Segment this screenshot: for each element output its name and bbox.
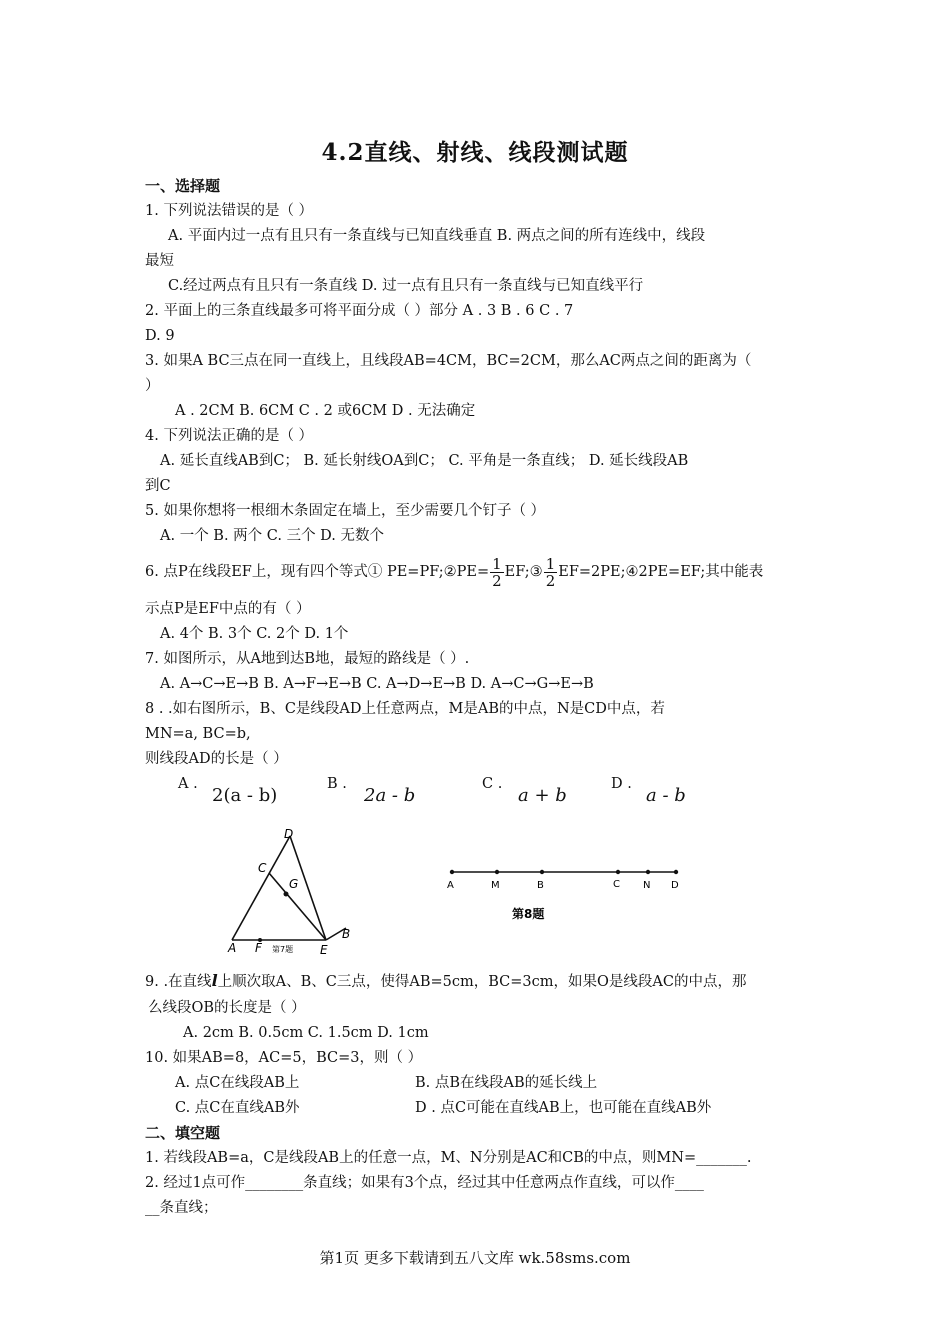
fig7-label-a: A xyxy=(228,941,237,955)
point-d xyxy=(674,870,678,874)
q6-options: A. 4个 B. 3个 C. 2个 D. 1个 xyxy=(160,626,349,642)
fig7-caption: 第7题 xyxy=(272,945,294,954)
fig8-label-m: M xyxy=(491,880,500,891)
q6-stem xyxy=(145,555,763,589)
q5-options: A. 一个 B. 两个 C. 三个 D. 无数个 xyxy=(160,528,385,544)
q1-stem: 1. 下列说法错误的是（ ） xyxy=(145,203,314,219)
q1-option-line-c: C.经过两点有且只有一条直线 D. 过一点有且只有一条直线与已知直线平行 xyxy=(168,278,644,294)
fraction-denominator: 2 xyxy=(545,571,556,590)
q10-option-b: B. 点B在线段AB的延长线上 xyxy=(415,1075,598,1091)
fraction-numerator: 1 xyxy=(545,554,556,573)
q4-stem: 4. 下列说法正确的是（ ） xyxy=(145,428,314,444)
q8-option-d-label: D . xyxy=(611,776,632,792)
fill-question-2: 2. 经过1点可作________条直线；如果有3个点，经过其中任意两点作直线，可以作____ xyxy=(145,1175,704,1191)
q8-option-b-expr: 2a - b xyxy=(364,785,416,806)
q10-option-a: A. 点C在线段AB上 xyxy=(175,1075,300,1091)
q2-option-d: D. 9 xyxy=(145,328,175,344)
figure-7-triangle xyxy=(222,826,362,956)
q3-stem-cont: ） xyxy=(145,378,160,394)
q1-option-line-a: A. 平面内过一点有且只有一条直线与已知直线垂直 B. 两点之间的所有连线中，线段 xyxy=(168,228,706,244)
line-symbol-l: l xyxy=(211,971,218,990)
q8-stem-cont: MN=a, BC=b, xyxy=(145,726,251,742)
fig7-label-c: C xyxy=(258,861,267,875)
q1-option-line-a2: 最短 xyxy=(145,253,174,269)
q8-option-b-label: B . xyxy=(327,776,347,792)
fig7-label-d: D xyxy=(284,827,294,841)
q8-stem: 8 . .如右图所示，B、C是线段AD上任意两点，M是AB的中点，N是CD中点，若 xyxy=(145,701,665,717)
fig8-caption: 第8题 xyxy=(512,907,545,921)
point-b xyxy=(540,870,544,874)
q9-stem-part1: 9. .在直线 xyxy=(145,974,212,990)
q4-options-cont: 到C xyxy=(145,478,171,494)
q3-stem: 3. 如果A BC三点在同一直线上，且线段AB=4CM，BC=2CM，那么AC两点之间的距离为（ xyxy=(145,353,752,369)
q6-stem-part3: EF=2PE;④2PE=EF;其中能表 xyxy=(558,564,764,580)
q5-stem: 5. 如果你想将一根细木条固定在墙上，至少需要几个钉子（ ） xyxy=(145,503,546,519)
q7-stem: 7. 如图所示，从A地到达B地，最短的路线是（ ）. xyxy=(145,651,470,667)
fig8-label-a: A xyxy=(447,880,454,891)
fig8-label-c: C xyxy=(613,879,620,890)
fraction-denominator: 2 xyxy=(492,571,502,590)
fig7-label-g: G xyxy=(289,877,299,891)
figure-8-segment xyxy=(440,862,690,928)
q6-fraction-2 xyxy=(544,556,558,589)
q8-option-a-expr: 2(a - b) xyxy=(212,785,278,806)
q8-option-a-label: A . xyxy=(178,776,198,792)
section-choice-heading: 一、选择题 xyxy=(145,177,221,195)
point-a xyxy=(450,870,454,874)
point-g xyxy=(284,892,289,897)
fill-question-2-cont: __条直线； xyxy=(145,1200,218,1216)
q8-option-c-expr: a + b xyxy=(518,785,567,806)
page-footer: 第1页 更多下载请到五八文库 wk.58sms.com xyxy=(319,1249,631,1267)
q6-fraction-1 xyxy=(490,556,504,589)
fig7-label-b: B xyxy=(342,927,351,941)
fill-question-1: 1. 若线段AB=a，C是线段AB上的任意一点，M、N分别是AC和CB的中点，则MN=_______. xyxy=(145,1150,752,1166)
fig8-label-d: D xyxy=(671,880,679,891)
q8-option-c-label: C . xyxy=(482,776,503,792)
q9-stem xyxy=(145,971,746,992)
fig8-label-b: B xyxy=(537,880,544,891)
q8-option-d-expr: a - b xyxy=(646,785,686,806)
q6-stem-part2: EF;③ xyxy=(504,564,543,580)
q9-stem-cont: 么线段OB的长度是（ ） xyxy=(148,1000,306,1016)
q9-stem-part2: 上顺次取A、B、C三点，使得AB=5cm，BC=3cm，如果O是线段AC的中点，那 xyxy=(217,974,747,990)
point-m xyxy=(495,870,499,874)
fig7-label-e: E xyxy=(320,943,328,956)
point-n xyxy=(646,870,650,874)
fig7-label-f: F xyxy=(255,941,262,955)
q10-option-d: D . 点C可能在直线AB上，也可能在直线AB外 xyxy=(415,1100,712,1116)
q10-option-c: C. 点C在直线AB外 xyxy=(175,1100,300,1116)
q10-stem: 10. 如果AB=8，AC=5，BC=3，则（ ） xyxy=(145,1050,423,1066)
fraction-numerator: 1 xyxy=(492,554,502,573)
q3-options: A . 2CM B. 6CM C . 2 或6CM D . 无法确定 xyxy=(175,403,476,419)
q6-stem-part1: 6. 点P在线段EF上，现有四个等式① PE=PF;②PE= xyxy=(145,564,490,580)
section-fill-heading: 二、填空题 xyxy=(145,1124,221,1142)
fig8-label-n: N xyxy=(643,880,651,891)
page-title: 4.2直线、射线、线段测试题 xyxy=(321,139,629,166)
q4-options: A. 延长直线AB到C； B. 延长射线OA到C； C. 平角是一条直线； D. 延长线段AB xyxy=(160,453,689,469)
q2-stem: 2. 平面上的三条直线最多可将平面分成（ ）部分 A . 3 B . 6 C . 7 xyxy=(145,303,574,319)
q9-options: A. 2cm B. 0.5cm C. 1.5cm D. 1cm xyxy=(183,1025,429,1041)
q8-stem-cont2: 则线段AD的长是（ ） xyxy=(145,751,288,767)
point-c xyxy=(616,870,620,874)
q7-options: A. A→C→E→B B. A→F→E→B C. A→D→E→B D. A→C→G→E→B xyxy=(160,676,594,692)
q6-stem-cont: 示点P是EF中点的有（ ） xyxy=(145,601,311,617)
